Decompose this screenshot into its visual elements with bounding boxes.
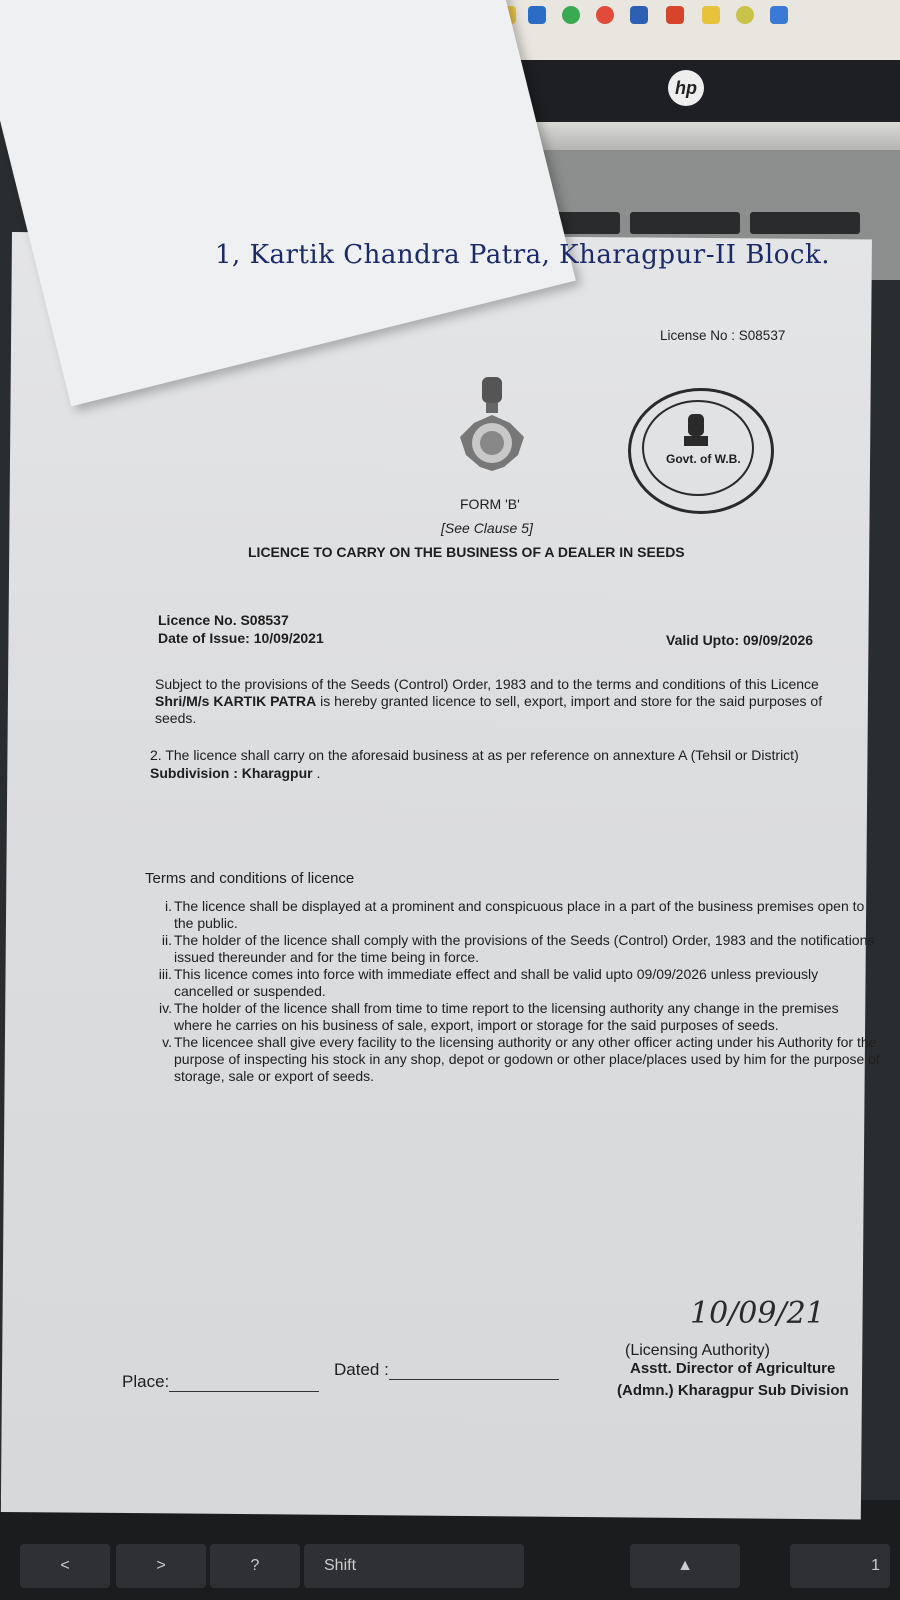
terms-list [150,898,880,1085]
term-item [150,966,880,1000]
para1-text-post: is hereby granted licence to sell, export, import and store for the said purposes of seeds. [155,693,823,726]
document-title: LICENCE TO CARRY ON THE BUSINESS OF A DEALER IN SEEDS [248,544,685,560]
para2-text-post: . [312,765,321,781]
term-number: i. [165,898,172,914]
key-greater-than: > [116,1544,206,1588]
stamp-center-text: Govt. of W.B. [666,452,741,466]
function-key [750,212,860,234]
licence-grant-paragraph [155,676,845,727]
term-number: iii. [158,966,172,982]
place-label: Place: [122,1372,170,1391]
key-shift: Shift [304,1544,524,1588]
dated-field [334,1360,559,1380]
term-text: The licence shall be displayed at a prominent and conspicuous place in a part of the business premises open to the public. [174,898,865,931]
term-text: The licencee shall give every facility to the licensing authority or any other officer acting under his Authority for the purpose of inspecting his stock in any shop, depot or godown or other place/places used by him for the purpose of storage, sale or export of seeds. [174,1034,880,1084]
authority-designation: Asstt. Director of Agriculture [630,1360,836,1377]
term-item [150,932,880,966]
para2-text-pre: 2. The licence shall carry on the aforesaid business at as per reference on annexture A (Tehsil or District) [150,747,799,763]
app-icon [736,6,754,24]
term-number: ii. [161,932,172,948]
licence-number: Licence No. S08537 [158,612,289,628]
see-clause: [See Clause 5] [441,520,533,536]
laptop-screen-taskbar [470,0,900,60]
whatsapp-icon [562,6,580,24]
licensee-name: Shri/M/s KARTIK PATRA [155,693,317,709]
term-text: This licence comes into force with immediate effect and shall be valid upto 09/09/2026 unless previously cancelled or suspended. [174,966,819,999]
place-field [122,1372,319,1392]
licensing-authority: (Licensing Authority) [625,1342,770,1359]
mail-icon [528,6,546,24]
place-blank-line [169,1391,319,1392]
dated-blank-line [389,1379,559,1380]
key-question: ? [210,1544,300,1588]
outlook-icon [630,6,648,24]
handwritten-header: 1, Kartik Chandra Patra, Kharagpur-II Block. [215,240,830,270]
authority-office: (Admn.) Kharagpur Sub Division [617,1382,849,1399]
form-label: FORM 'B' [460,496,520,512]
key-one: 1 [790,1544,890,1588]
business-location-paragraph [150,746,840,782]
chrome-icon [596,6,614,24]
window-icon [770,6,788,24]
powerpoint-icon [666,6,684,24]
term-number: v. [162,1034,172,1050]
term-text: The holder of the licence shall comply with the provisions of the Seeds (Control) Order, 1983 and the notifications issued thereunder and for the time being in force. [174,932,875,965]
terms-heading: Terms and conditions of licence [145,870,355,887]
term-number: iv. [159,1000,172,1016]
function-key [630,212,740,234]
handwritten-signature-date: 10/09/21 [690,1296,825,1331]
term-text: The holder of the licence shall from time to time report to the licensing authority any change in the premises where he carries on his business of sale, export, import or storage for the said purposes of seeds. [174,1000,839,1033]
valid-upto: Valid Upto: 09/09/2026 [666,632,814,648]
license-number-top: License No : S08537 [660,328,786,343]
term-item [150,1034,880,1085]
hp-logo-icon: hp [668,70,704,106]
emblem-icon [452,375,532,485]
para1-text-pre: Subject to the provisions of the Seeds (Control) Order, 1983 and to the terms and conditions of this Licence [155,676,819,692]
key-less-than: < [20,1544,110,1588]
official-seal-stamp [628,388,778,518]
date-of-issue: Date of Issue: 10/09/2021 [158,630,324,646]
term-item [150,1000,880,1034]
key-up-arrow: ▲ [630,1544,740,1588]
subdivision: Subdivision : Kharagpur [150,765,313,781]
dated-label: Dated : [334,1360,389,1379]
term-item [150,898,880,932]
pen-icon [702,6,720,24]
